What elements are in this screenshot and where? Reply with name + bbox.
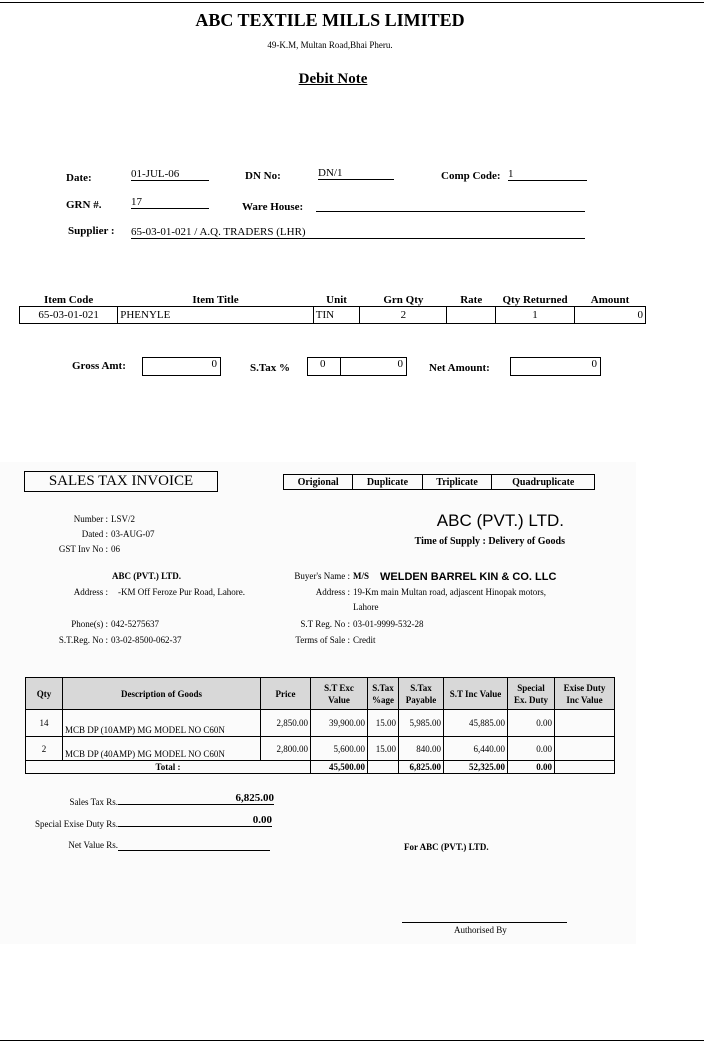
- comp-code-field: 1: [508, 168, 587, 181]
- items-table: [19, 294, 646, 324]
- total-exc: 45,500.00: [311, 761, 368, 774]
- buyer-address-label: Address :: [315, 587, 350, 597]
- inv-col-qty: Qty: [26, 678, 63, 710]
- special-duty-value: 0.00: [118, 814, 272, 827]
- buyer-address-line1: 19-Km main Multan road, adjascent Hinopak motors,: [353, 587, 546, 597]
- copy-duplicate: Duplicate: [353, 475, 422, 490]
- company-address: 49-K.M, Multan Road,Bhai Pheru.: [267, 40, 393, 50]
- dn-no-field: DN/1: [318, 167, 394, 180]
- inv-cell: 15.00: [368, 737, 399, 761]
- col-rate: Rate: [460, 294, 483, 306]
- date-label: Date:: [66, 172, 92, 184]
- inv-col-stax-payable: S.Tax Payable: [399, 678, 444, 710]
- stax-pct-field: 0: [307, 357, 341, 376]
- col-grn-qty: Grn Qty: [383, 294, 424, 306]
- table-row: [20, 307, 646, 324]
- dated-label: Dated :: [81, 529, 108, 539]
- inv-col-exise: Exise Duty Inc Value: [555, 678, 615, 710]
- buyer-streg-value: 03-01-9999-532-28: [353, 619, 424, 629]
- net-value-label: Net Value Rs.: [68, 840, 118, 850]
- seller-address-label: Address :: [73, 587, 108, 597]
- col-item-code: Item Code: [44, 294, 94, 306]
- inv-cell: [555, 737, 615, 761]
- inv-cell: MCB DP (10AMP) MG MODEL NO C60N: [63, 710, 261, 737]
- inv-col-price: Price: [261, 678, 311, 710]
- time-of-supply: Time of Supply : Delivery of Goods: [414, 536, 565, 547]
- inv-cell: 15.00: [368, 710, 399, 737]
- copy-original: Origional: [284, 475, 353, 490]
- bottom-rule: [0, 1040, 704, 1041]
- grn-label: GRN #.: [66, 199, 102, 211]
- total-inc: 52,325.00: [444, 761, 508, 774]
- col-qty-returned: Qty Returned: [502, 294, 568, 306]
- dn-no-label: DN No:: [245, 170, 281, 182]
- supplier-field: 65-03-01-021 / A.Q. TRADERS (LHR): [131, 226, 585, 239]
- inv-cell: MCB DP (40AMP) MG MODEL NO C60N: [63, 737, 261, 761]
- inv-col-stax-pct: S.Tax %age: [368, 678, 399, 710]
- streg-value: 03-02-8500-062-37: [111, 635, 182, 645]
- company-name: ABC TEXTILE MILLS LIMITED: [195, 10, 465, 30]
- streg-label: S.T.Reg. No :: [58, 635, 108, 645]
- buyer-name: WELDEN BARREL KIN & CO. LLC: [380, 571, 557, 583]
- col-unit: Unit: [326, 294, 347, 306]
- copy-triplicate: Triplicate: [422, 475, 492, 490]
- cell-item-title: PHENYLE: [118, 307, 313, 324]
- inv-cell: 5,600.00: [311, 737, 368, 761]
- total-empty: [555, 761, 615, 774]
- sales-tax-value: 6,825.00: [118, 792, 274, 805]
- copy-selector: [283, 474, 595, 490]
- inv-cell: 840.00: [399, 737, 444, 761]
- invoice-company: ABC (PVT.) LTD.: [436, 511, 564, 530]
- cell-unit: TIN: [313, 307, 360, 324]
- inv-cell: [555, 710, 615, 737]
- inv-cell: 39,900.00: [311, 710, 368, 737]
- total-empty: [368, 761, 399, 774]
- dated-value: 03-AUG-07: [111, 529, 155, 539]
- phone-label: Phone(s) :: [71, 619, 108, 629]
- cell-rate: [447, 307, 496, 324]
- inv-cell: 6,440.00: [444, 737, 508, 761]
- items-header-row: [20, 294, 646, 307]
- stax-amount-field: 0: [340, 357, 407, 376]
- supplier-label: Supplier :: [68, 225, 115, 237]
- total-row: [26, 761, 615, 774]
- terms-label: Terms of Sale :: [295, 635, 350, 645]
- authorised-by: Authorised By: [454, 925, 507, 935]
- inv-cell: 14: [26, 710, 63, 737]
- terms-value: Credit: [353, 635, 376, 645]
- warehouse-label: Ware House:: [242, 201, 304, 213]
- gst-value: 06: [111, 544, 120, 554]
- invoice-header-row: [26, 678, 615, 710]
- inv-cell: 0.00: [508, 710, 555, 737]
- inv-col-st-inc: S.T Inc Value: [444, 678, 508, 710]
- inv-cell: 2: [26, 737, 63, 761]
- cell-item-code: 65-03-01-021: [20, 307, 118, 324]
- comp-code-label: Comp Code:: [441, 170, 501, 182]
- inv-col-description: Description of Goods: [63, 678, 261, 710]
- grn-field: 17: [131, 196, 209, 209]
- stax-label: S.Tax %: [250, 362, 290, 374]
- warehouse-field: [316, 199, 585, 212]
- buyer-label: Buyer's Name :: [294, 571, 350, 581]
- net-field: 0: [510, 357, 601, 376]
- seller-name: ABC (PVT.) LTD.: [112, 571, 182, 581]
- gst-label: GST Inv No :: [58, 544, 108, 554]
- copy-quadruplicate: Quadruplicate: [512, 476, 575, 488]
- signature-line: [402, 922, 567, 923]
- gross-field: 0: [142, 357, 221, 376]
- total-special: 0.00: [508, 761, 555, 774]
- table-row: [26, 710, 615, 737]
- number-label: Number :: [73, 514, 108, 524]
- inv-cell: 2,800.00: [261, 737, 311, 761]
- buyer-streg-label: S.T Reg. No :: [300, 619, 350, 629]
- phone-value: 042-5275637: [111, 619, 159, 629]
- inv-cell: 5,985.00: [399, 710, 444, 737]
- invoice-title: SALES TAX INVOICE: [24, 471, 218, 492]
- inv-col-st-exc: S.T Exc Value: [311, 678, 368, 710]
- net-value-field: [118, 837, 270, 851]
- total-label: Total :: [26, 761, 311, 774]
- total-tax: 6,825.00: [399, 761, 444, 774]
- buyer-address-line2: Lahore: [353, 602, 379, 612]
- table-row: [26, 737, 615, 761]
- col-amount: Amount: [590, 294, 630, 306]
- for-company: For ABC (PVT.) LTD.: [404, 842, 489, 852]
- buyer-ms: M/S: [353, 571, 370, 581]
- invoice-table: [25, 677, 615, 774]
- inv-cell: 0.00: [508, 737, 555, 761]
- special-duty-label: Special Exise Duty Rs.: [35, 819, 118, 829]
- inv-col-special: Special Ex. Duty: [508, 678, 555, 710]
- inv-cell: 45,885.00: [444, 710, 508, 737]
- cell-qty-returned: 1: [496, 307, 575, 324]
- sales-tax-label: Sales Tax Rs.: [69, 797, 118, 807]
- cell-grn-qty: 2: [360, 307, 447, 324]
- cell-amount: 0: [575, 307, 646, 324]
- number-value: LSV/2: [111, 514, 136, 524]
- inv-cell: 2,850.00: [261, 710, 311, 737]
- date-field: 01-JUL-06: [131, 168, 209, 181]
- gross-label: Gross Amt:: [72, 360, 126, 372]
- seller-address: -KM Off Feroze Pur Road, Lahore.: [118, 587, 246, 597]
- net-label: Net Amount:: [429, 362, 490, 374]
- page-title: Debit Note: [298, 71, 368, 87]
- col-item-title: Item Title: [192, 294, 239, 306]
- top-rule: [0, 2, 704, 3]
